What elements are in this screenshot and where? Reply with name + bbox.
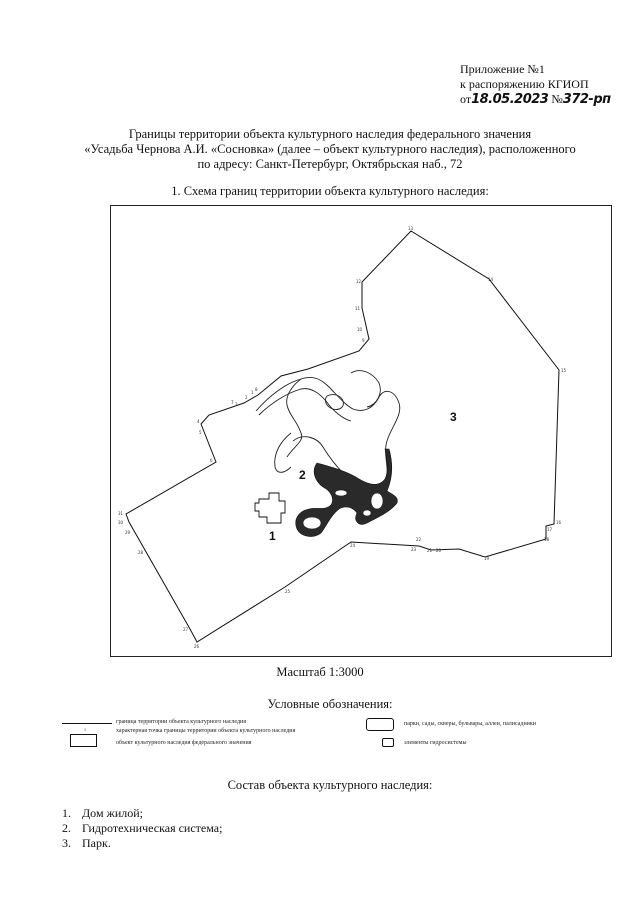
point-28: 28 bbox=[138, 550, 144, 555]
legend-point-mark: 1 bbox=[84, 727, 86, 732]
point-14: 14 bbox=[488, 277, 494, 282]
legend-title: Условные обозначения: bbox=[267, 697, 393, 711]
appendix-line1: Приложение №1 bbox=[460, 62, 545, 76]
point-16: 16 bbox=[556, 520, 562, 525]
legend-item-point: характерная точка границы территории объекта культурного наследия bbox=[116, 728, 296, 734]
point-31: 31 bbox=[118, 511, 124, 516]
zone-label-3: 3 bbox=[450, 410, 457, 424]
point-20: 20 bbox=[436, 548, 442, 553]
legend-item-boundary: граница территории объекта культурного наследия bbox=[116, 719, 247, 725]
map-scale: Масштаб 1:3000 bbox=[276, 665, 364, 679]
point-6: 6 bbox=[210, 458, 213, 463]
legend-item-park: парки, сады, скверы, бульвары, аллеи, палисадники bbox=[404, 721, 537, 727]
point-21: 21 bbox=[427, 548, 433, 553]
list-item: 3. Парк. bbox=[62, 836, 111, 850]
legend-park-box bbox=[366, 718, 394, 731]
title-line2: «Усадьба Чернова А.И. «Сосновка» (далее – объект культурного наследия), расположенного bbox=[84, 142, 576, 156]
composition-list bbox=[62, 806, 222, 851]
park-paths bbox=[256, 371, 400, 481]
point-2: 2 bbox=[245, 395, 248, 400]
appendix-prefix-date: от bbox=[460, 92, 472, 106]
point-12: 12 bbox=[356, 279, 362, 284]
boundary-map bbox=[110, 205, 612, 657]
point-29: 29 bbox=[125, 530, 131, 535]
point-9: 9 bbox=[362, 338, 365, 343]
point-15: 15 bbox=[561, 368, 567, 373]
point-22: 22 bbox=[416, 537, 422, 542]
point-5: 5 bbox=[199, 430, 202, 435]
appendix-prefix-number: № bbox=[551, 92, 563, 106]
point-17: 17 bbox=[547, 527, 553, 532]
appendix-date: 18.05.2023 bbox=[471, 92, 549, 107]
point-24: 24 bbox=[350, 543, 356, 548]
house-object bbox=[255, 493, 285, 523]
legend-item-water: элементы гидросистемы bbox=[404, 740, 467, 746]
point-18: 18 bbox=[544, 537, 550, 542]
point-4: 4 bbox=[197, 419, 200, 424]
zone-label-1: 1 bbox=[269, 529, 276, 543]
point-26: 26 bbox=[194, 644, 200, 649]
boundary-points bbox=[118, 226, 567, 649]
appendix-header bbox=[460, 62, 611, 107]
boundary-map-svg bbox=[111, 206, 611, 656]
territory-boundary bbox=[126, 231, 559, 642]
point-11: 11 bbox=[355, 306, 361, 311]
legend-water-icon bbox=[382, 738, 394, 747]
composition-title: Состав объекта культурного наследия: bbox=[227, 778, 433, 792]
list-item: 2. Гидротехническая система; bbox=[62, 821, 223, 835]
section-heading: 1. Схема границ территории объекта культурного наследия: bbox=[171, 184, 489, 198]
point-3: 3 bbox=[235, 402, 238, 407]
title-line1: Границы территории объекта культурного наследия федерального значения bbox=[128, 127, 532, 141]
appendix-date-line bbox=[460, 92, 611, 107]
zone-label-2: 2 bbox=[299, 468, 306, 482]
point-19: 19 bbox=[484, 556, 490, 561]
legend-object-box bbox=[70, 734, 97, 747]
point-7: 7 bbox=[231, 400, 234, 405]
point-23: 23 bbox=[411, 547, 417, 552]
point-10: 10 bbox=[357, 327, 363, 332]
legend-item-object: объект культурного наследия федерального значения bbox=[116, 740, 252, 746]
list-item: 1. Дом жилой; bbox=[62, 806, 144, 820]
title-line3: по адресу: Санкт-Петербург, Октябрьская наб., 72 bbox=[197, 157, 463, 171]
point-13: 13 bbox=[408, 226, 414, 231]
appendix-number: 372-рп bbox=[562, 92, 611, 107]
point-27: 27 bbox=[183, 627, 189, 632]
appendix-line2: к распоряжению КГИОП bbox=[460, 77, 589, 91]
point-30: 30 bbox=[118, 520, 124, 525]
point-8: 8 bbox=[255, 387, 258, 392]
point-1: 1 bbox=[251, 390, 254, 395]
legend-boundary-line bbox=[62, 723, 112, 724]
document-title bbox=[40, 127, 620, 172]
point-25: 25 bbox=[285, 589, 291, 594]
